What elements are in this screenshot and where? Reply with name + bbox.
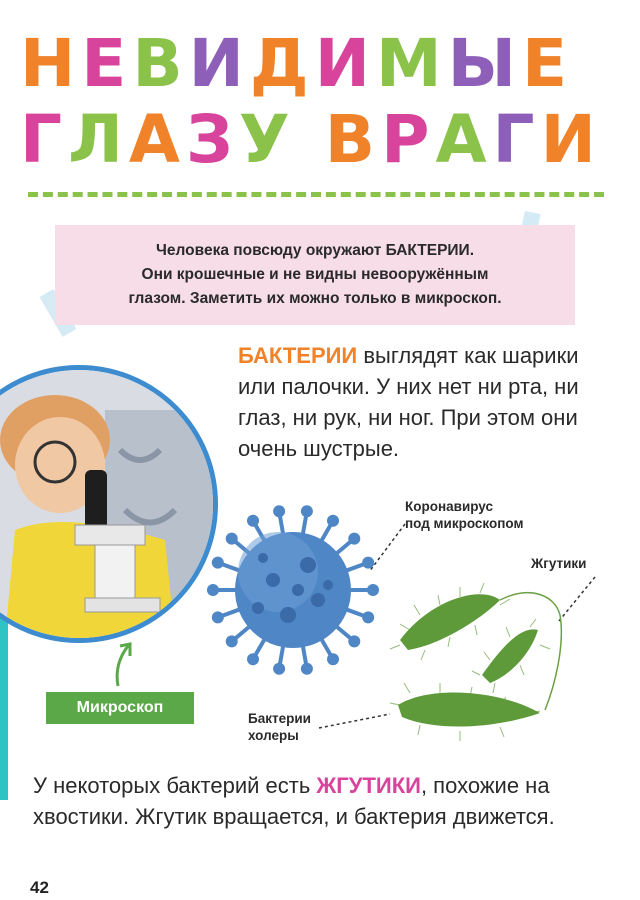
flagella-highlight: ЖГУТИКИ xyxy=(316,773,421,798)
title-letter: Е xyxy=(81,25,133,102)
intro-line-1: Человека повсюду окружают БАКТЕРИИ. xyxy=(156,242,474,259)
arrow-to-microscope xyxy=(100,634,140,694)
title-letter: Г xyxy=(492,101,541,178)
virus-spike-head xyxy=(226,635,238,647)
virus-spike-head xyxy=(327,653,339,665)
virus-spike-head xyxy=(247,515,259,527)
flagella-label: Жгутики xyxy=(531,556,587,571)
title-letter: М xyxy=(375,25,448,102)
title-letter: Р xyxy=(381,101,436,178)
virus-spike-head xyxy=(212,557,224,569)
title-letter: В xyxy=(324,101,382,178)
title-letter: А xyxy=(128,101,186,178)
title-letter: И xyxy=(314,25,376,102)
virus-spike-head xyxy=(207,584,219,596)
title-letter: Л xyxy=(68,101,129,178)
title-line-2 xyxy=(20,102,620,178)
title-letter: И xyxy=(188,25,250,102)
title-letter: З xyxy=(185,101,239,178)
virus-spike-head xyxy=(273,663,285,675)
virus-spike-head xyxy=(273,505,285,517)
title-line-1 xyxy=(20,26,620,102)
cholera-bacteria-illustration xyxy=(380,575,580,755)
virus-spike-head xyxy=(367,584,379,596)
title-letter: Н xyxy=(20,25,82,102)
title-letter: И xyxy=(540,101,602,178)
virus-spike-head xyxy=(348,533,360,545)
title-letter: Г xyxy=(20,101,69,178)
intro-line-3: глазом. Заметить их можно только в микроскоп. xyxy=(128,290,502,307)
cholera-label-line-1: Бактерии xyxy=(248,711,311,726)
bacteria-highlight: БАКТЕРИИ xyxy=(238,343,358,368)
virus-spike-head xyxy=(362,611,374,623)
virus-spike-head xyxy=(348,635,360,647)
virus-spike-head xyxy=(212,611,224,623)
cholera-label-line-2: холеры xyxy=(248,728,299,743)
paragraph-flagella-before: У некоторых бактерий есть xyxy=(33,773,317,798)
intro-text xyxy=(128,239,501,311)
paragraph-bacteria-text: выглядят как шарики или палочки. У них нет ни рта, ни глаз, ни рук, ни ног. При этом они очень шустрые. xyxy=(238,343,579,461)
cholera-pointer-line xyxy=(315,710,395,740)
page-number: 42 xyxy=(30,878,49,897)
title-letter xyxy=(296,102,325,178)
title-letter: Е xyxy=(522,25,574,102)
title-letter: У xyxy=(238,101,296,178)
intro-line-2: Они крошечные и не видны невооружённым xyxy=(141,266,489,283)
coronavirus-label-line-2: под микроскопом xyxy=(405,516,524,531)
title-letter: А xyxy=(435,101,493,178)
page-title xyxy=(20,26,620,178)
virus-spike-head xyxy=(226,533,238,545)
virus-spike-head xyxy=(301,505,313,517)
photo-illustration xyxy=(0,370,213,638)
title-letter: Ы xyxy=(447,25,523,102)
coronavirus-pointer-line xyxy=(365,520,425,580)
paragraph-bacteria xyxy=(238,340,613,464)
paragraph-flagella-after: , похожие на хвостики. Жгутик вращается, и бактерия движется. xyxy=(33,773,555,829)
virus-spike-head xyxy=(327,515,339,527)
coronavirus-label-line-1: Коронавирус xyxy=(405,499,493,514)
cholera-label xyxy=(248,710,311,744)
dashed-divider xyxy=(28,192,604,197)
coronavirus-illustration xyxy=(203,500,383,680)
virus-spike-head xyxy=(247,653,259,665)
paragraph-flagella xyxy=(33,770,613,832)
title-letter: Д xyxy=(249,25,315,102)
title-letter: В xyxy=(132,25,189,102)
microscope-label: Микроскоп xyxy=(46,692,194,724)
boy-with-microscope-photo xyxy=(0,365,218,643)
intro-box xyxy=(55,225,575,325)
virus-spike-head xyxy=(301,663,313,675)
